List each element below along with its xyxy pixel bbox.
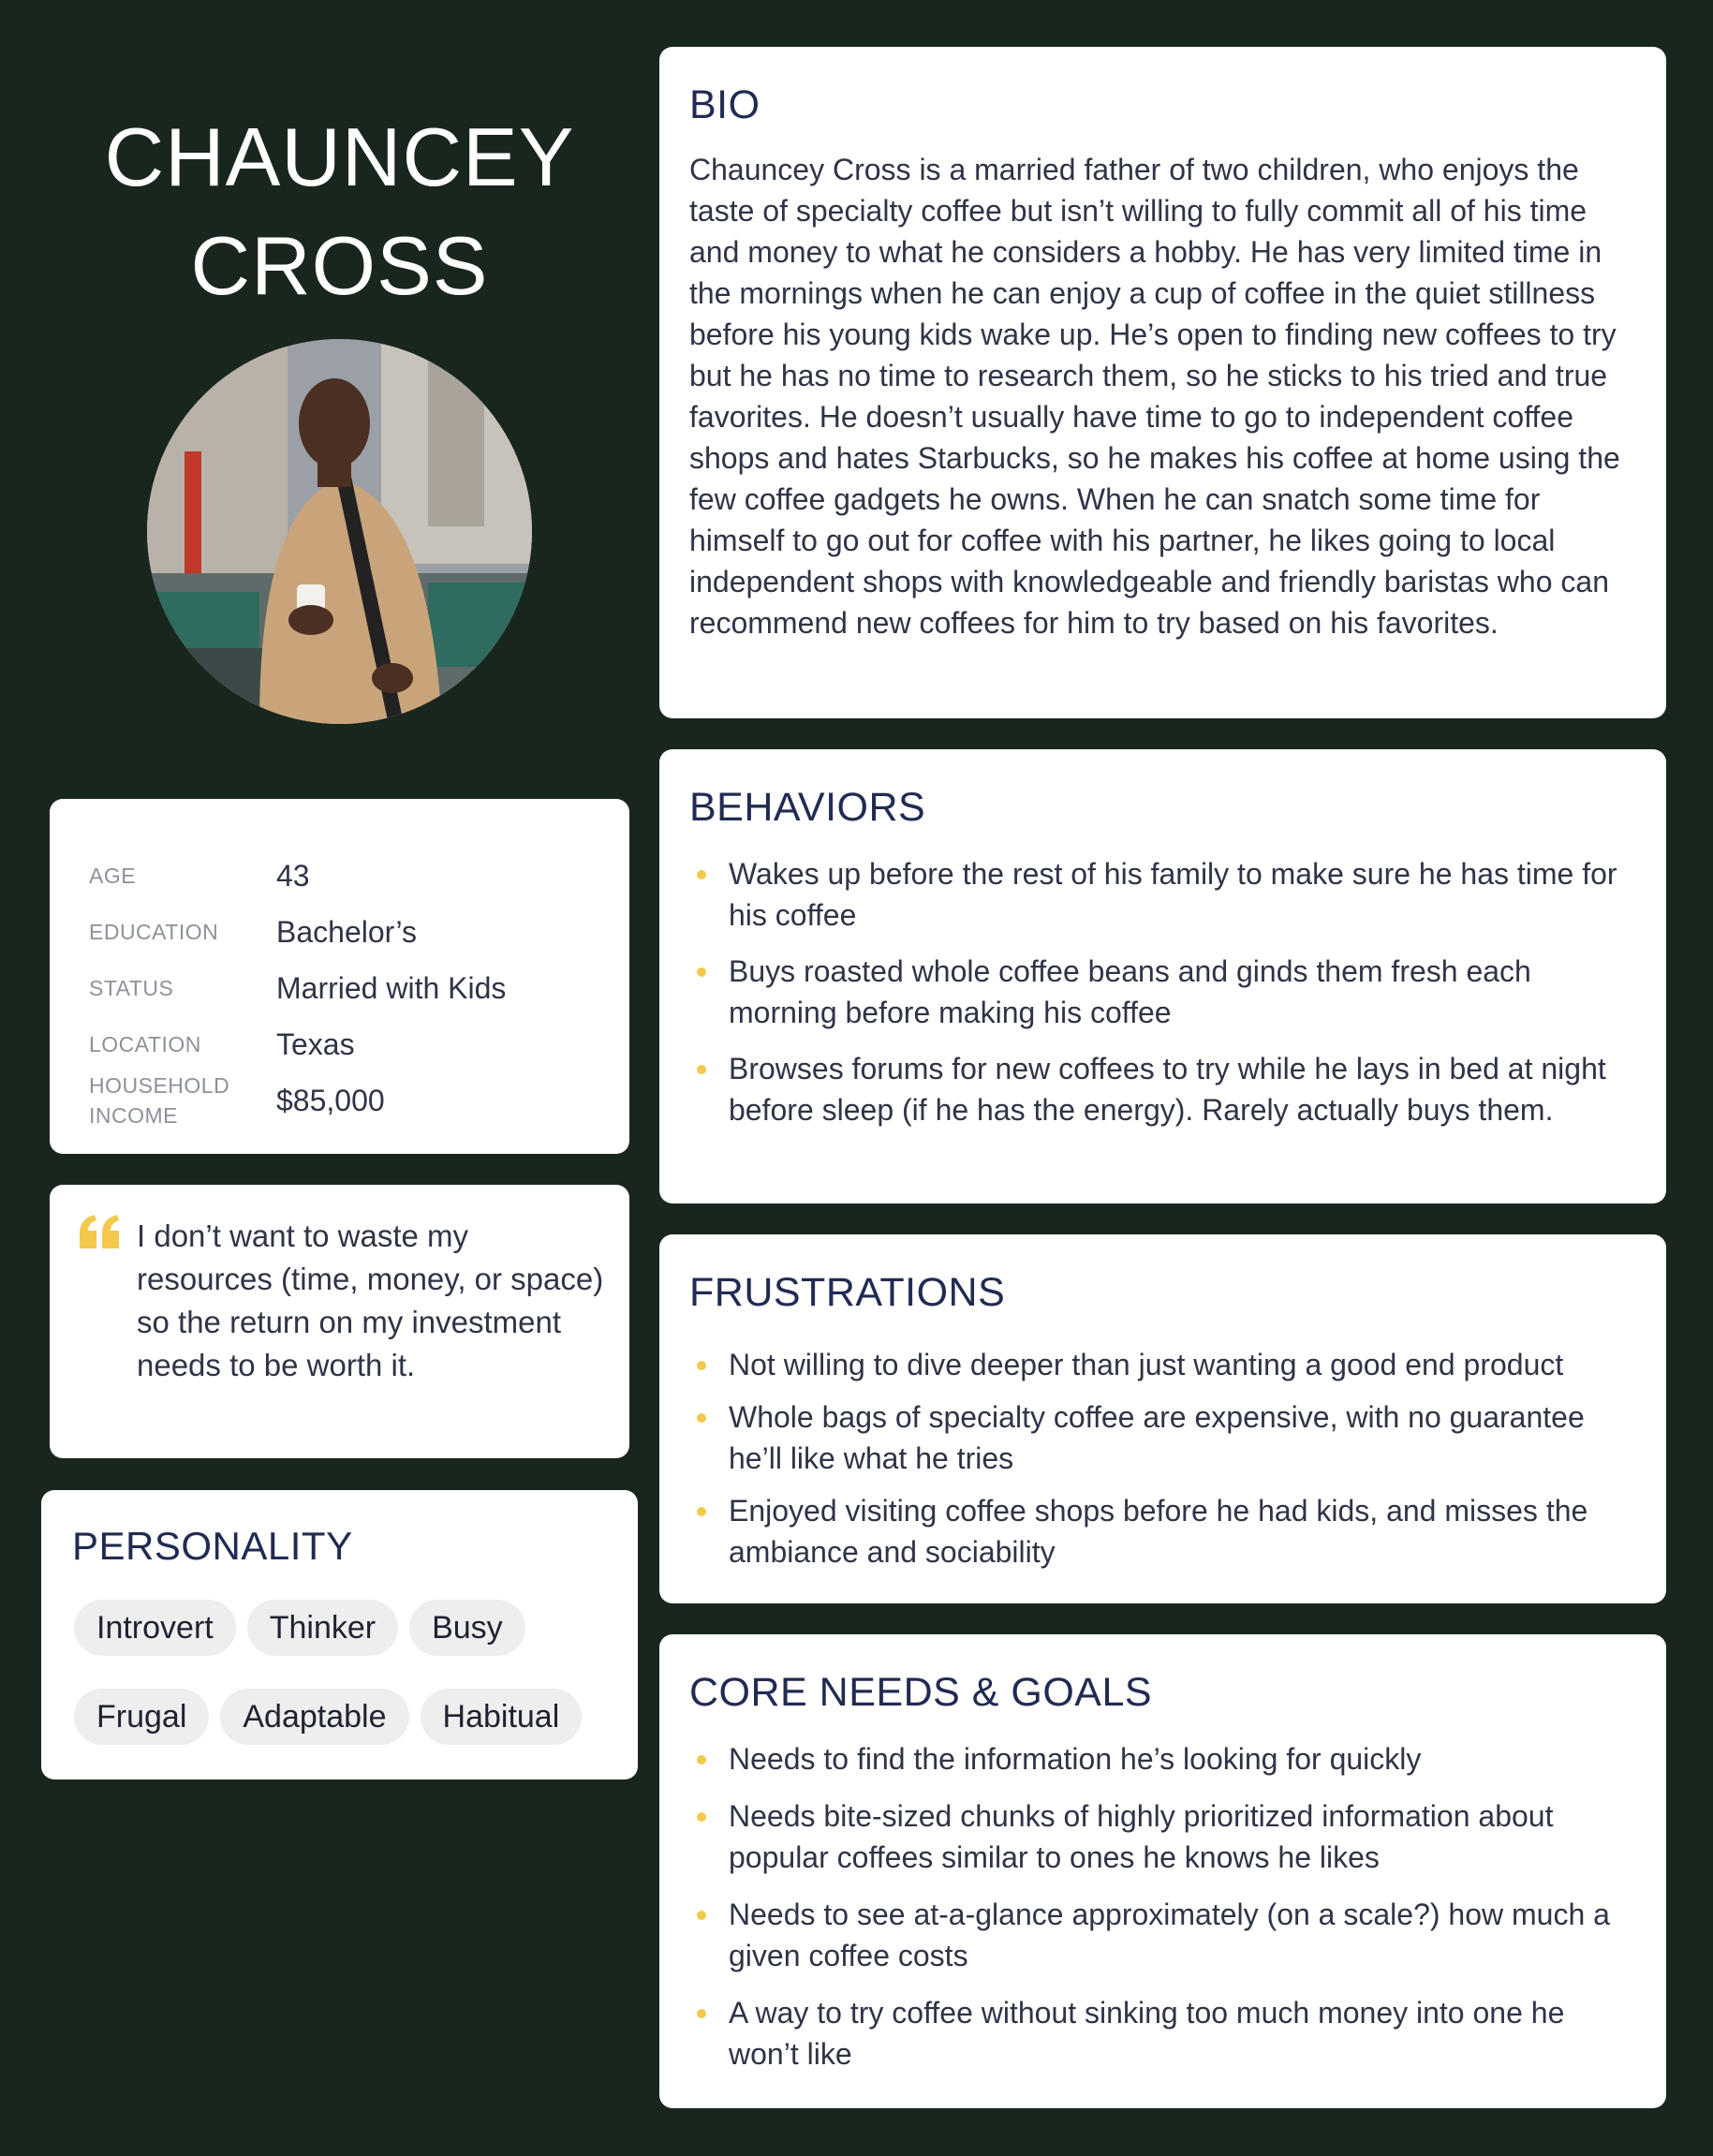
quote-card: [50, 1185, 629, 1458]
stat-row-education: [89, 904, 629, 960]
list-item-text: A way to try coffee without sinking too much money into one he won’t like: [729, 1996, 1565, 2071]
persona-first-name: CHAUNCEY: [104, 111, 575, 203]
list-item: [689, 1396, 1636, 1479]
list-item-text: Enjoyed visiting coffee shops before he had kids, and misses the ambiance and sociability: [729, 1494, 1588, 1569]
bullet-dot-icon: [697, 1911, 706, 1920]
bullet-dot-icon: [697, 1812, 706, 1822]
bio-title: BIO: [689, 82, 761, 127]
chip-row: [74, 1600, 617, 1656]
core-needs-list: [689, 1738, 1636, 2075]
persona-photo-illustration: [147, 339, 532, 724]
frustrations-list: [689, 1344, 1636, 1573]
stat-value: Bachelor’s: [276, 914, 418, 949]
persona-name: [37, 103, 642, 320]
demographics-card: [50, 799, 629, 1154]
stat-value: Married with Kids: [276, 970, 507, 1005]
stat-value: 43: [276, 858, 310, 893]
bio-card: [659, 47, 1666, 718]
list-item-text: Needs to find the information he’s looking for quickly: [729, 1742, 1422, 1776]
list-item: [689, 1738, 1636, 1779]
list-item-text: Not willing to dive deeper than just wanting a good end product: [729, 1348, 1564, 1381]
list-item-text: Needs to see at-a-glance approximately (on a scale?) how much a given coffee costs: [729, 1898, 1610, 1972]
frustrations-title: FRUSTRATIONS: [689, 1270, 1006, 1315]
persona-photo: [147, 339, 532, 724]
stat-label: STATUS: [89, 976, 174, 1000]
stat-row-age: [89, 848, 629, 904]
trait-chip: Habitual: [421, 1689, 583, 1745]
stat-label: EDUCATION: [89, 920, 219, 944]
list-item-text: Whole bags of specialty coffee are expensive, with no guarantee he’ll like what he tries: [729, 1400, 1585, 1475]
trait-chip: Introvert: [74, 1600, 236, 1656]
bullet-dot-icon: [697, 1361, 706, 1370]
bullet-dot-icon: [697, 2009, 706, 2018]
personality-title: PERSONALITY: [72, 1524, 353, 1568]
stat-value: $85,000: [276, 1083, 385, 1117]
behaviors-card: [659, 749, 1666, 1204]
list-item: [689, 1795, 1636, 1878]
trait-chip: Frugal: [74, 1689, 209, 1745]
list-item: [689, 951, 1636, 1033]
bullet-dot-icon: [697, 1065, 706, 1074]
frustrations-card: [659, 1234, 1666, 1603]
stat-label: LOCATION: [89, 1032, 201, 1056]
behaviors-list: [689, 853, 1636, 1130]
core-needs-card: [659, 1634, 1666, 2108]
list-item: [689, 1048, 1636, 1130]
bullet-dot-icon: [697, 870, 706, 879]
behaviors-title: BEHAVIORS: [689, 785, 926, 830]
bullet-dot-icon: [697, 1755, 706, 1765]
quote-text: I don’t want to waste my resources (time, money, or space) so the return on my investment needs to be worth it.: [137, 1218, 604, 1382]
list-item-text: Browses forums for new coffees to try while he lays in bed at night before sleep (if he has the energy). Rarely actually buys them.: [729, 1052, 1606, 1127]
bullet-dot-icon: [697, 1413, 706, 1423]
stat-row-location: [89, 1016, 629, 1072]
list-item-text: Needs bite-sized chunks of highly prioritized information about popular coffees similar to ones he knows he likes: [729, 1799, 1554, 1874]
persona-last-name: CROSS: [190, 219, 489, 312]
list-item: [689, 1992, 1636, 2075]
chip-row: [74, 1689, 617, 1745]
stat-label: AGE: [89, 864, 137, 888]
quote-mark-icon: [78, 1213, 121, 1250]
list-item-text: Wakes up before the rest of his family to make sure he has time for his coffee: [729, 857, 1617, 932]
bullet-dot-icon: [697, 1507, 706, 1516]
stat-row-status: [89, 960, 629, 1016]
stat-row-income: [89, 1072, 629, 1129]
trait-chip: Adaptable: [220, 1689, 408, 1745]
list-item: [689, 1344, 1636, 1385]
list-item: [689, 1894, 1636, 1976]
stat-label: HOUSEHOLD INCOME: [89, 1073, 230, 1128]
list-item: [689, 1490, 1636, 1573]
trait-chip: Busy: [409, 1600, 525, 1656]
trait-chip: Thinker: [247, 1600, 398, 1656]
list-item-text: Buys roasted whole coffee beans and ginds them fresh each morning before making his coffee: [729, 954, 1531, 1029]
core-needs-title: CORE NEEDS & GOALS: [689, 1670, 1153, 1715]
bio-text: Chauncey Cross is a married father of two children, who enjoys the taste of specialty coffee but isn’t willing to fully commit all of his time and money to what he considers a hobby. He has very limited time in the mornings when he can enjoy a cup of coffee in the quiet stillness before his young kids wake up. He’s open to finding new coffees to try but he has no time to research them, so he sticks to his tried and true favorites. He doesn’t usually have time to go to independent coffee shops and hates Starbucks, so he makes his coffee at home using the few coffee gadgets he owns. When he can snatch some time for himself to go out for coffee with his partner, he likes going to local independent shops with knowledgeable and friendly baristas who can recommend new coffees for him to try based on his favorites.: [689, 153, 1620, 640]
personality-card: [41, 1490, 638, 1779]
stat-value: Texas: [276, 1026, 355, 1061]
list-item: [689, 853, 1636, 936]
personality-chips: [74, 1600, 617, 1778]
bullet-dot-icon: [697, 967, 706, 977]
